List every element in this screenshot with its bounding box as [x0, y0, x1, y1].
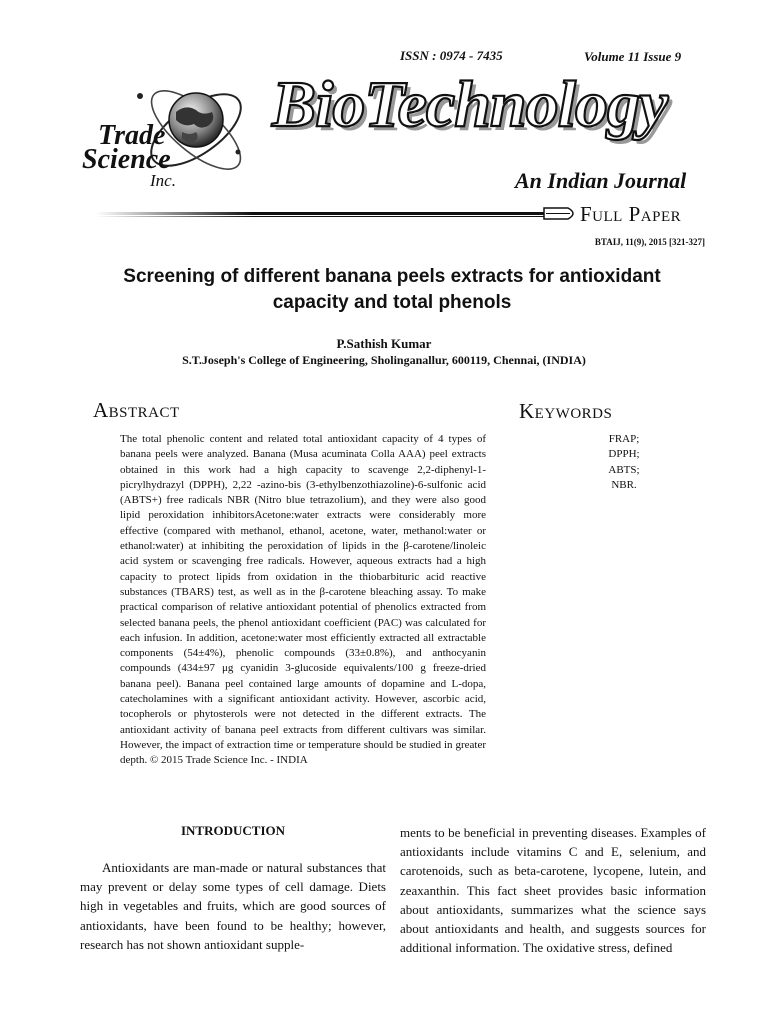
issn: ISSN : 0974 - 7435 — [400, 48, 503, 63]
journal-title: BioTechnology — [272, 68, 668, 141]
keywords-list — [560, 432, 688, 493]
journal-subtitle: An Indian Journal — [515, 168, 687, 193]
citation: BTAIJ, 11(9), 2015 [321-327] — [594, 237, 705, 247]
svg-text:Trade: Trade — [98, 120, 166, 151]
section-heading-introduction: INTRODUCTION — [180, 823, 285, 838]
abstract-text: The total phenolic content and related total antioxidant capacity of 4 types of banana peels were analyzed. Banana (Musa acuminata Colla AAA) peel extracts obtained in this work had a high capacity to scavenge 2,2-diphenyl-1-picrylhydrazyl (DPPH), 2,22 -azino-bis (3-ethylbenzothiazoline)-6-sulfonic acid (ABTS+) free radicals NBR (Nitro blue tetrazolium), and they were also good lipid peroxidation inhibitorsAcetone:water extracts were considerably more effective (compared with methanol, ethanol, acetone, water, methanol:water or ethanol:water) at inhibiting the peroxidation of lipids in the β-carotene/linoleic acid system or scavenging free radicals. However, aqueous extracts had a high capacity to protect lipids from oxidation in the thiobarbituric acid reactive substances (TBARS) test, as well as in the β-carotene bleaching assay. To make practical comparison of relative antioxidant potential of phenolics extracted from selected banana peels, the phenol antioxidant coefficient (PAC) was calculated for each infusion. In addition, acetone:water most efficiently extracted all extractable components (54±4%), phenolic compounds (33±0.8%), and anthocyanin compounds (434±97 μg cyanidin 3-glucoside equivalents/100 g freeze-dried banana peel). Banana peel contained large amounts of dopamine and L-dopa, catecholamines with a significant antioxidant activity. However, ascorbic acid, tocopherols or phytosterols were not detected in the different extracts. The antioxidant activity of banana peel extracts from different cultivars was similar. However, the impact of extraction time or temperature should be studied in greater depth. © 2015 Trade Science Inc. - INDIA — [120, 433, 486, 767]
article-title: Screening of different banana peels extracts for antioxidant capacity and total phenols — [123, 266, 661, 313]
volume-issue: Volume 11 Issue 9 — [584, 49, 682, 64]
svg-text:Inc.: Inc. — [150, 171, 176, 190]
keyword: DPPH; — [608, 448, 640, 461]
affiliation: S.T.Joseph's College of Engineering, Sholinganallur, 600119, Chennai, (INDIA) — [182, 353, 586, 367]
header-rule — [96, 204, 580, 222]
body-column-right: ments to be beneficial in preventing diseases. Examples of antioxidants include vitamins C and E, selenium, and carotenoids, such as beta-carotene, lycopene, lutein, and zeaxanthin. This fact sheet provides basic information about antioxidants, summarizes what the science says about antioxidants and health, and suggests sources for additional information. The oxidative stress, defined — [400, 825, 706, 956]
keyword: NBR. — [611, 478, 637, 491]
body-column-left: Antioxidants are man-made or natural substances that may prevent or delay some types of cell damage. Diets high in vegetables and fruits, which are good sources of antioxidants, have been found to be healthy; however, research has not shown antioxidant supple- — [80, 860, 386, 952]
keyword: FRAP; — [608, 433, 640, 445]
publisher-logo — [78, 68, 248, 198]
abstract-heading: Abstract — [93, 398, 180, 422]
svg-text:Science: Science — [82, 144, 171, 175]
paper-type: Full Paper — [580, 202, 682, 226]
author: P.Sathish Kumar — [336, 336, 432, 351]
keyword: ABTS; — [608, 463, 640, 476]
keywords-heading: Keywords — [519, 399, 613, 423]
